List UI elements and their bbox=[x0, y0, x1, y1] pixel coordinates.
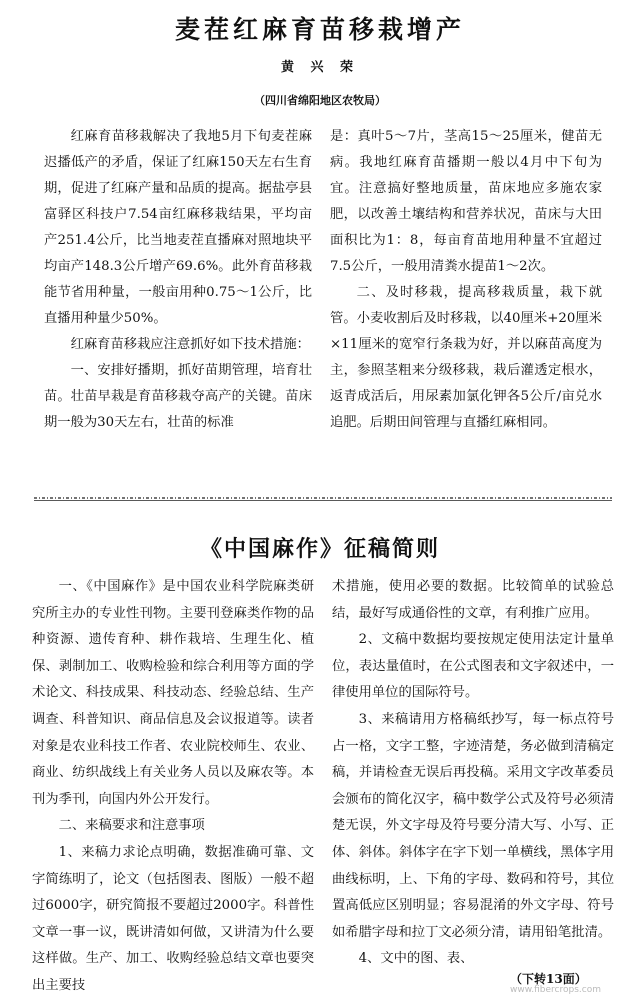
article2-right-column bbox=[332, 574, 614, 973]
paragraph: 红麻育苗移栽应注意抓好如下技术措施： bbox=[70, 337, 310, 352]
paragraph: 1、来稿力求论点明确，数据准确可靠、文字简练明了，论文（包括图表、图版）一般不超过6000字，研究简报不要超过2000字。科普性文章一事一议，既讲清如何做，又讲清为什么要这样做。生产、加工、收购经验总结文章也要突出主要技 bbox=[32, 844, 314, 993]
article2-left-column bbox=[32, 574, 314, 1000]
paragraph: 是：真叶5～7片，茎高15～25厘米，健苗无病。我地红麻育苗播期一般以4月中下旬为宜。注意搞好整地质量，苗床地应多施农家肥，以改善土壤结构和营养状况，苗床与大田面积比为1：8，每亩育苗地用种量不宜超过7.5公斤，一般用清粪水提苗1～2次。 bbox=[330, 129, 602, 274]
paragraph: 2、文稿中数据均要按规定使用法定计量单位，表达量值时，在公式图表和文字叙述中，一律使用单位的国际符号。 bbox=[332, 632, 614, 701]
watermark: www.fibercrops.com bbox=[510, 985, 601, 995]
section-divider bbox=[34, 494, 612, 502]
paragraph: 术措施，使用必要的数据。比较简单的试验总结，最好写成通俗性的文章，有利推广应用。 bbox=[332, 579, 614, 621]
paragraph: 4、文中的图、表、 bbox=[358, 951, 474, 967]
paragraph: 一、《中国麻作》是中国农业科学院麻类研究所主办的专业性刊物。主要刊登麻类作物的品种资源、遗传育种、耕作栽培、生理生化、植保、剥制加工、收购检验和综合利用等方面的学术论文、科技成果、科技动态、经验总结、生产调查、科普知识、商品信息及会议报道等。读者对象是农业科技工作者、农业院校师生、农业、商业、纺织战线上有关业务人员以及麻农等。本刊为季刊，向国内外公开发行。 bbox=[32, 579, 314, 807]
section-heading: 二、来稿要求和注意事项 bbox=[58, 818, 205, 834]
article1-right-column bbox=[330, 124, 602, 436]
article-affiliation: （四川省绵阳地区农牧局） bbox=[254, 94, 386, 107]
paragraph: 一、安排好播期，抓好苗期管理，培育壮苗。壮苗早栽是育苗移栽夺高产的关键。苗床期一般为30天左右，壮苗的标准 bbox=[44, 363, 312, 430]
article1-left-column bbox=[44, 124, 312, 436]
paragraph: 红麻育苗移栽解决了我地5月下旬麦茬麻迟播低产的矛盾，保证了红麻150天左右生育期，促进了红麻产量和品质的提高。据盐亭县富驿区科技户7.54亩红麻移栽结果，平均亩产251.4公斤，比当地麦茬直播麻对照地块平均亩产148.3公斤增产69.6%。此外育苗移栽能节省用种量，一般亩用种0.75～1公斤，比直播用种量少50%。 bbox=[44, 129, 312, 326]
paragraph: 3、来稿请用方格稿纸抄写，每一标点符号占一格，文字工整，字迹清楚，务必做到清稿定稿，并请检查无误后再投稿。采用文字改革委员会颁布的简化汉字，稿中数学公式及符号必须清楚无误，外文字母及符号要分清大写、小写、正体、斜体。斜体字在字下划一单横线，黑体字用曲线标明，上、下角的字母、数码和符号，其位置高低应区别明显；容易混淆的外文字母、符号如希腊字母和拉丁文必须分清，请用铅笔批清。 bbox=[332, 711, 614, 940]
article-author: 黄 兴 荣 bbox=[280, 60, 360, 75]
paragraph: 二、及时移栽，提高移栽质量，栽下就管。小麦收割后及时移栽，以40厘米+20厘米×11厘米的宽窄行条栽为好，并以麻苗高度为主，参照茎粗来分级移栽，栽后灌透定根水，返青成活后，用尿素加氯化钾各5公斤/亩兑水追肥。后期田间管理与直播红麻相同。 bbox=[330, 285, 602, 430]
article-title: 麦茬红麻育苗移栽增产 bbox=[174, 15, 465, 44]
notice-title: 《中国麻作》征稿简则 bbox=[199, 536, 440, 562]
continued-note: （下转13面） bbox=[510, 972, 587, 986]
